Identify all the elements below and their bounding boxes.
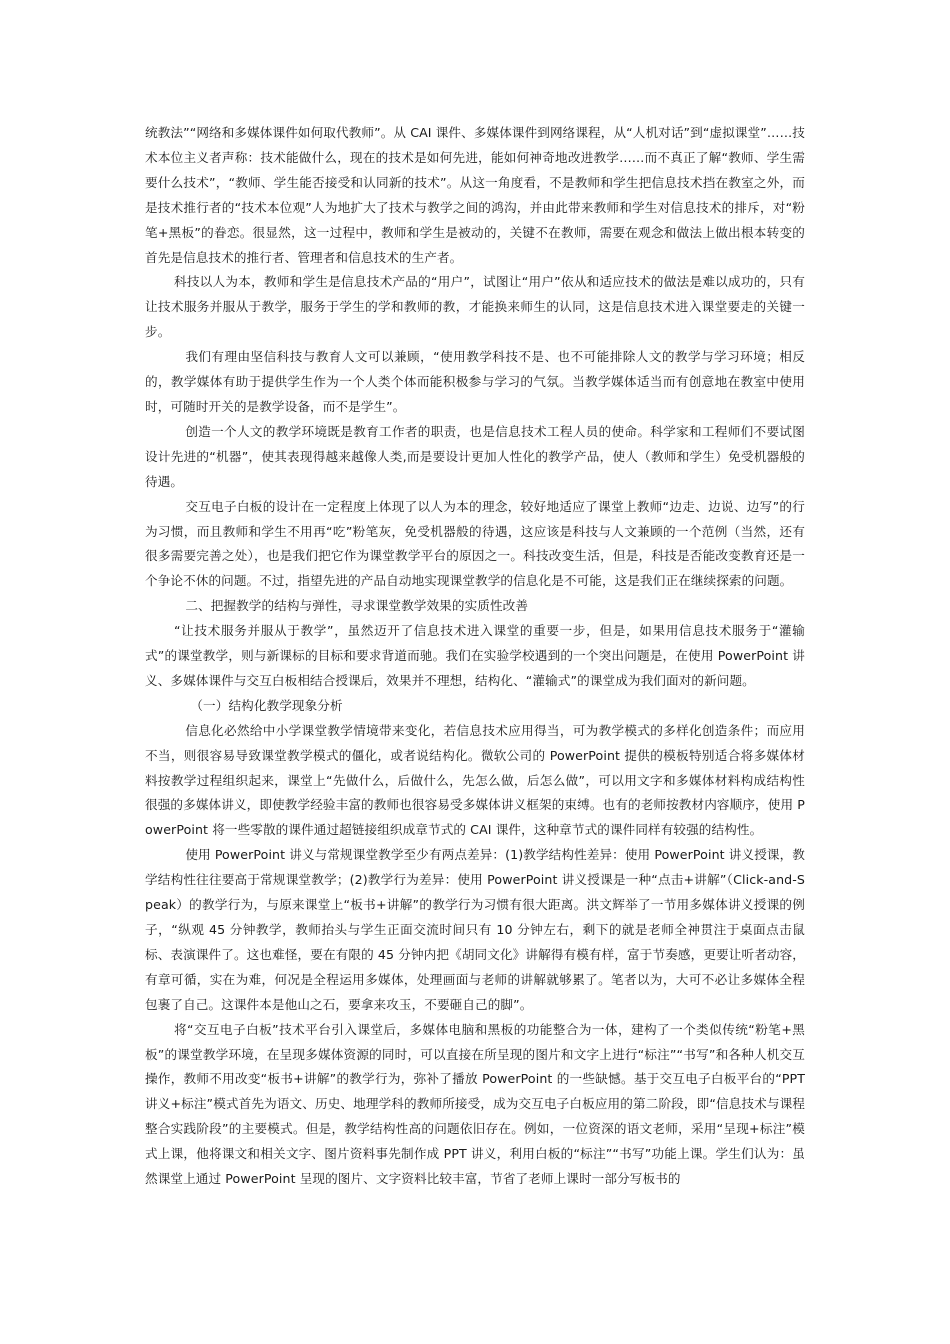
paragraph: 信息化必然给中小学课堂教学情境带来变化，若信息技术应用得当，可为教学模式的多样化创造条件；而应用不当，则很容易导致课堂教学模式的僵化，或者说结构化。微软公司的 PowerPoint 提供的模板特别适合将多媒体材料按教学过程组织起来，课堂上“先做什么，后做什么，先怎么做，后怎么做”，可以用文字和多媒体材料构成结构性很强的多媒体讲义，即使教学经验丰富的教师也很容易受多媒体讲义框架的束缚。也有的老师按教材内容顺序，使用 PowerPoint 将一些零散的课件通过超链接组织成章节式的 CAI 课件，这种章节式的课件同样有较强的结构性。 [145,722,805,838]
paragraph: 将“交互电子白板”技术平台引入课堂后，多媒体电脑和黑板的功能整合为一体，建构了一个类似传统“粉笔+黑板”的课堂教学环境，在呈现多媒体资源的同时，可以直接在所呈现的图片和文字上进行“标注”“书写”和各种人机交互操作，教师不用改变“板书+讲解”的教学行为，弥补了播放 PowerPoint 的一些缺憾。基于交互电子白板平台的“PPT 讲义+标注”模式首先为语文、历史、地理学科的教师所接受，成为交互电子白板应用的第二阶段，即“信息技术与课程整合实践阶段”的主要模式。但是，教学结构性高的问题依旧存在。例如，一位资深的语文老师，采用“呈现+标注”模式上课，他将课文和相关文字、图片资料事先制作成 PPT 讲义，利用白板的“标注”“书写”功能上课。学生们认为：虽然课堂上通过 PowerPoint 呈现的图片、文字资料比较丰富，节省了老师上课时一部分写板书的 [145,1021,805,1187]
subsection-heading: （一）结构化教学现象分析 [190,697,343,713]
paragraph: 我们有理由坚信科技与教育人文可以兼顾，“使用教学科技不是、也不可能排除人文的教学与学习环境；相反的，教学媒体有助于提供学生作为一个人类个体而能积极参与学习的气氛。当教学媒体适当而有创意地在教室中使用时，可随时开关的是教学设备，而不是学生”。 [145,349,805,414]
paragraph: 统教法”“网络和多媒体课件如何取代教师”。从 CAI 课件、多媒体课件到网络课程，从“人机对话”到“虚拟课堂”……技术本位主义者声称：技术能做什么，现在的技术是如何先进，能如何神奇地改进教学……而不真正了解“教师、学生需要什么技术”，“教师、学生能否接受和认同新的技术”。从这一角度看，不是教师和学生把信息技术挡在教室之外，而是技术推行者的“技术本位观”人为地扩大了技术与教学之间的鸿沟，并由此带来教师和学生对信息技术的排斥，对“粉笔+黑板”的眷恋。很显然，这一过程中，教师和学生是被动的，关键不在教师，需要在观念和做法上做出根本转变的首先是信息技术的推行者、管理者和信息技术的生产者。 [145,125,805,265]
paragraph: 科技以人为本，教师和学生是信息技术产品的“用户”，试图让“用户”依从和适应技术的做法是难以成功的，只有让技术服务并服从于教学，服务于学生的学和教师的教，才能换来师生的认同，这是信息技术进入课堂要走的关键一步。 [145,274,805,340]
article-body [145,121,805,1192]
section-heading: 二、把握教学的结构与弹性，寻求课堂教学效果的实质性改善 [185,598,529,614]
paragraph: 创造一个人文的教学环境既是教育工作者的职责，也是信息技术工程人员的使命。科学家和工程师们不要试图设计先进的“机器”，使其表现得越来越像人类,而是要设计更加人性化的教学产品，使人（教师和学生）免受机器般的待遇。 [145,423,805,489]
paragraph: “让技术服务并服从于教学”，虽然迈开了信息技术进入课堂的重要一步，但是，如果用信息技术服务于“灌输式”的课堂教学，则与新课标的目标和要求背道而驰。我们在实验学校遇到的一个突出问题是，在使用 PowerPoint 讲义、多媒体课件与交互白板相结合授课后，效果并不理想，结构化、“灌输式”的课堂成为我们面对的新问题。 [145,623,805,688]
paragraph: 交互电子白板的设计在一定程度上体现了以人为本的理念，较好地适应了课堂上教师“边走、边说、边写”的行为习惯，而且教师和学生不用再“吃”粉笔灰，免受机器般的待遇，这应该是科技与人文兼顾的一个范例（当然，还有很多需要完善之处），也是我们把它作为课堂教学平台的原因之一。科技改变生活，但是，科技是否能改变教育还是一个争论不休的问题。不过，指望先进的产品自动地实现课堂教学的信息化是不可能，这是我们正在继续探索的问题。 [145,498,805,589]
paragraph: 使用 PowerPoint 讲义与常规课堂教学至少有两点差异：(1)教学结构性差异：使用 PowerPoint 讲义授课，教学结构性往往要高于常规课堂教学；(2)教学行为差异：使用 PowerPoint 讲义授课是一种“点击+讲解”（Click-and-Speak）的教学行为，与原来课堂上“板书+讲解”的教学行为习惯有很大距离。洪文辉举了一节用多媒体讲义授课的例子，“纵观 45 分钟教学，教师抬头与学生正面交流时间只有 10 分钟左右，剩下的就是老师全神贯注于桌面点击鼠标、表演课件了。这也难怪，要在有限的 45 分钟内把《胡同文化》讲解得有模有样，富于节奏感，更要让听者动容，有章可循，实在为难，何况是全程运用多媒体，处理画面与老师的讲解就够累了。笔者以为，大可不必让多媒体全程包裹了自己。这课件本是他山之石，要拿来攻玉，不要砸自己的脚”。 [145,847,805,1012]
